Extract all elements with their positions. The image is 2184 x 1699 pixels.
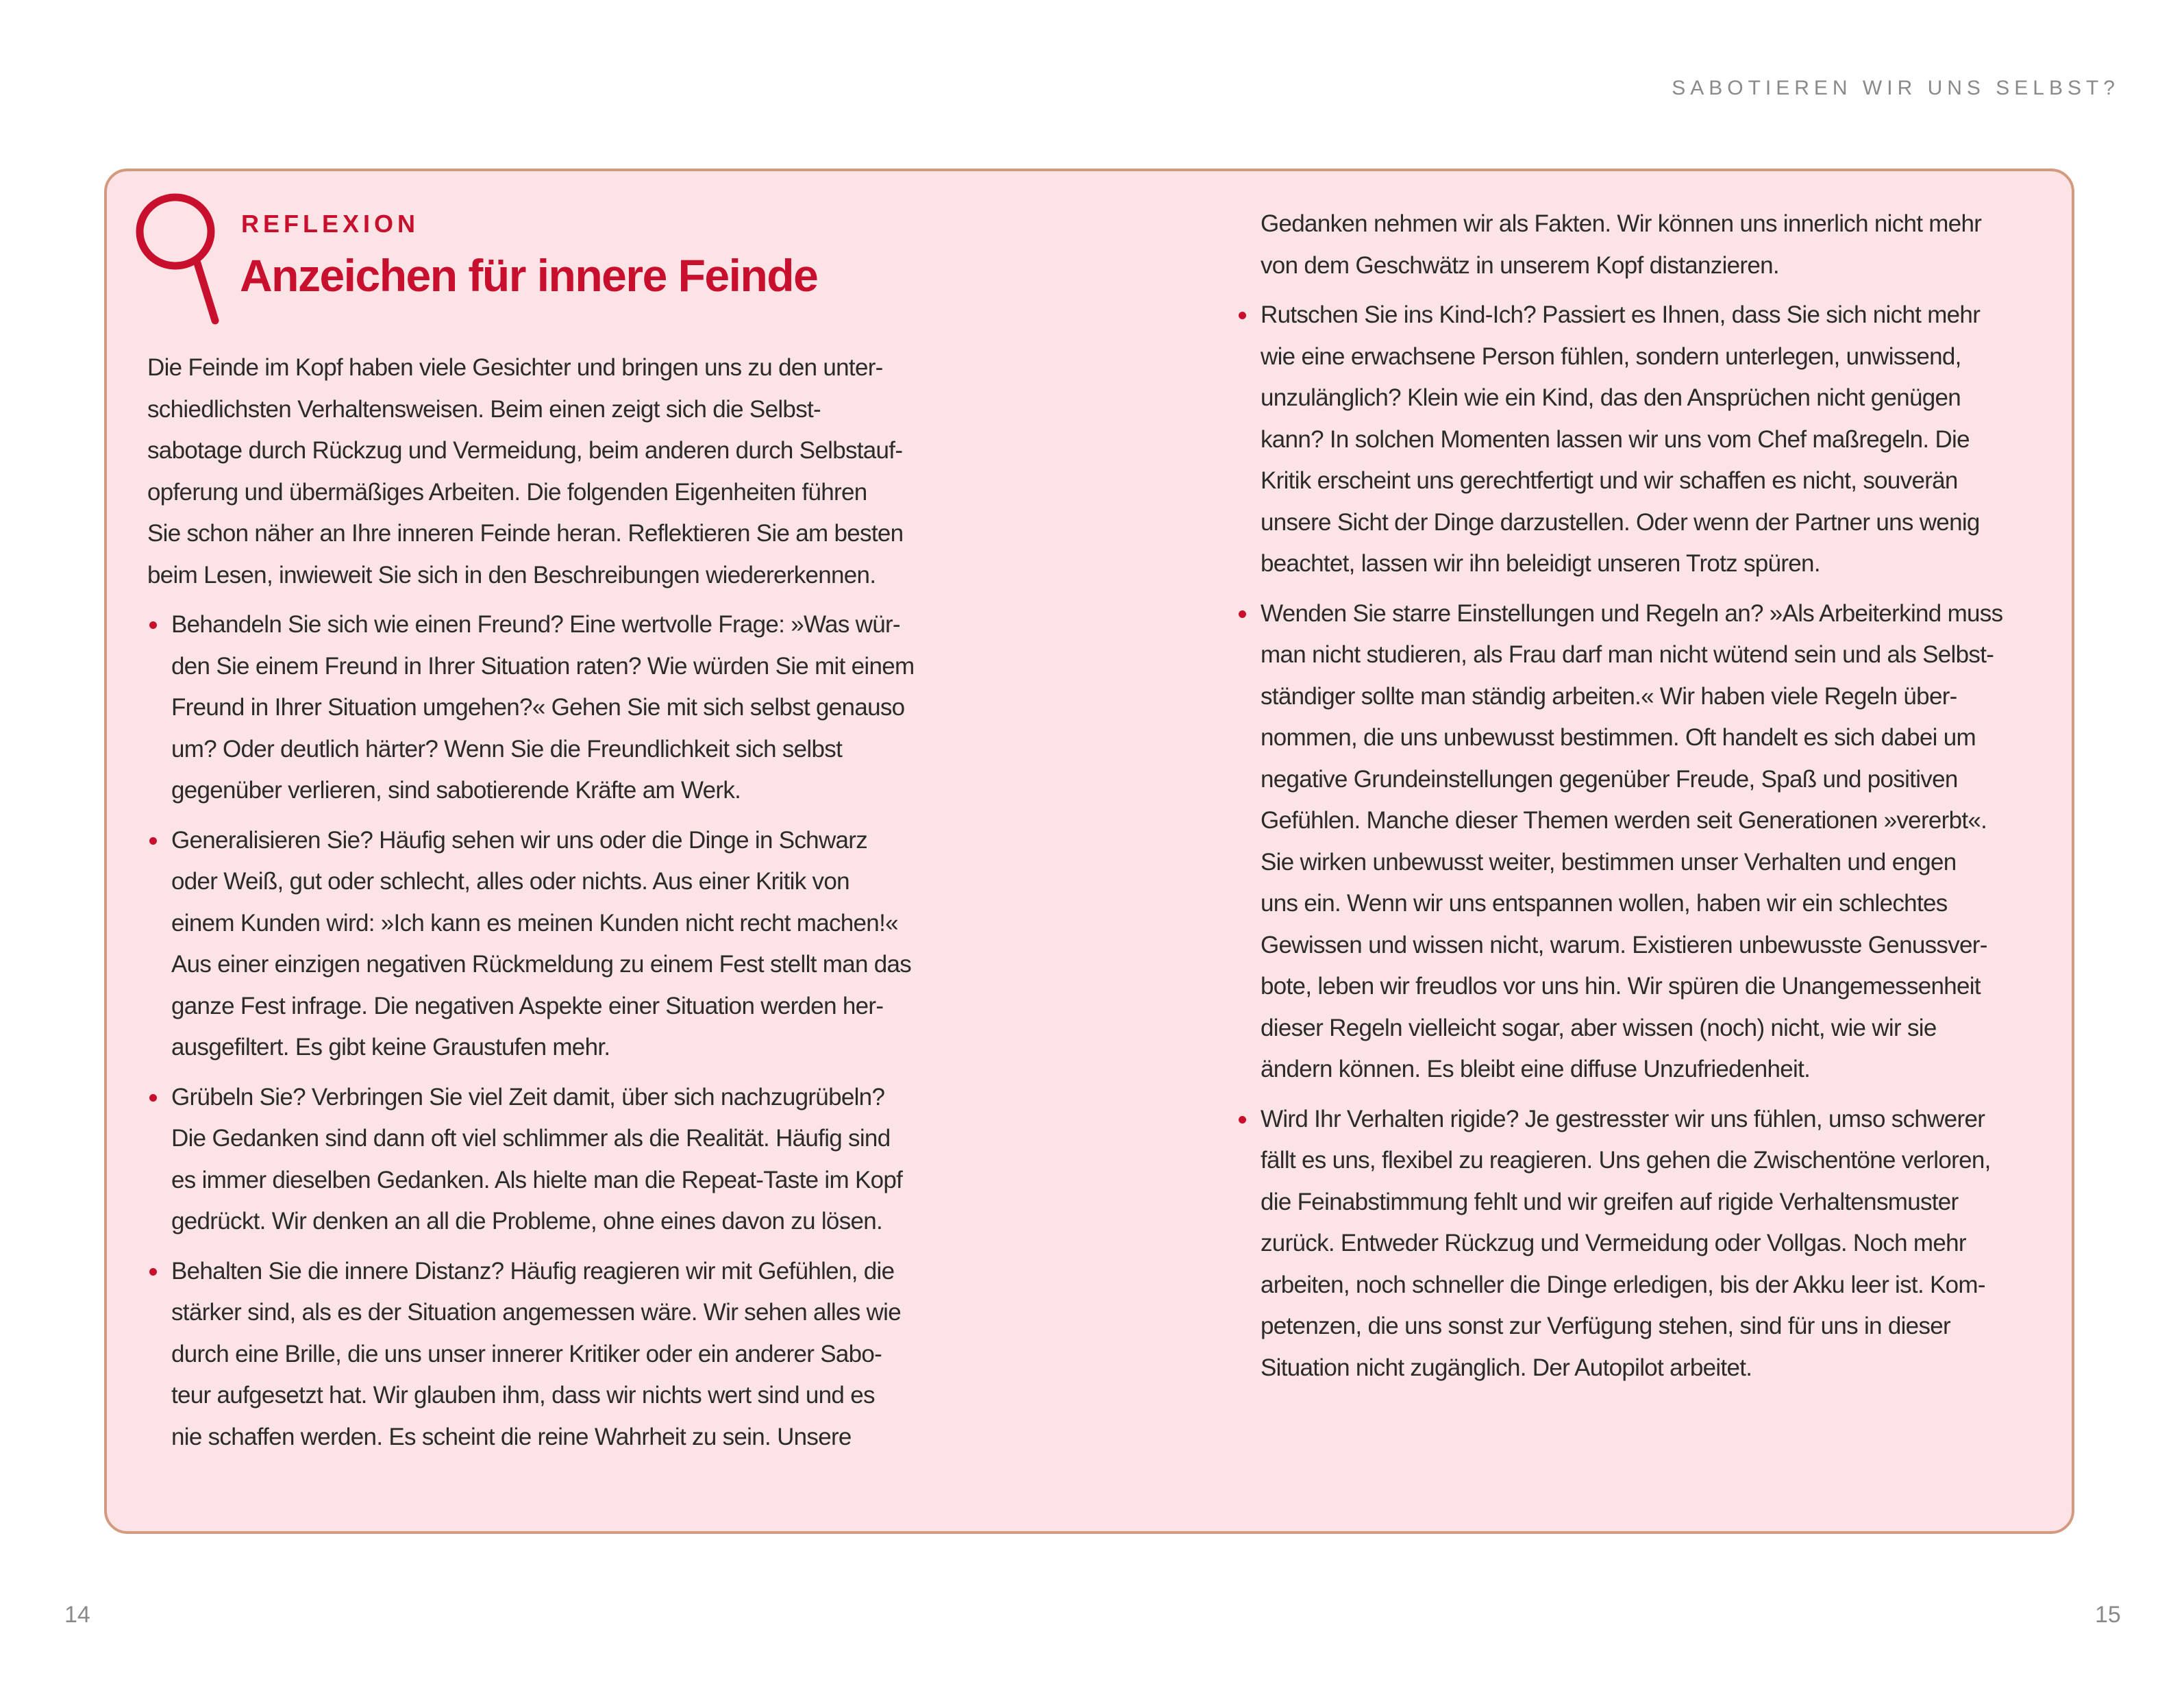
text-line: Die Gedanken sind dann oft viel schlimmer als die Realität. Häufig sind — [171, 1125, 891, 1152]
text-line: petenzen, die uns sonst zur Verfügung stehen, sind für uns in dieser — [1261, 1313, 1950, 1339]
bullet-item — [147, 604, 969, 812]
text-line: den Sie einem Freund in Ihrer Situation raten? Wie würden Sie mit einem — [171, 652, 915, 680]
text-line: unsere Sicht der Dinge darzustellen. Oder wenn der Partner uns wenig — [1261, 508, 1980, 536]
text-line: Behandeln Sie sich wie einen Freund? Eine wertvolle Frage: »Was wür- — [171, 611, 900, 638]
text-line: beim Lesen, inwieweit Sie sich in den Beschreibungen wiedererkennen. — [147, 561, 876, 588]
box-headline: Anzeichen für innere Feinde — [240, 250, 818, 301]
bullet-dot-icon — [1239, 312, 1246, 319]
text-line: stärker sind, als es der Situation angemessen wäre. Wir sehen alles wie — [171, 1299, 901, 1326]
text-line: Gedanken nehmen wir als Fakten. Wir können uns innerlich nicht mehr — [1261, 210, 1982, 237]
bullet-item — [147, 1251, 969, 1459]
text-line: Aus einer einzigen negativen Rückmeldung zu einem Fest stellt man das — [171, 951, 912, 978]
page-number-left: 14 — [64, 1602, 90, 1628]
text-line: zurück. Entweder Rückzug und Vermeidung oder Vollgas. Noch mehr — [1261, 1230, 1966, 1256]
text-line: teur aufgesetzt hat. Wir glauben ihm, dass wir nichts wert sind und es — [171, 1382, 875, 1409]
paragraph — [147, 347, 969, 596]
bullet-dot-icon — [149, 837, 157, 845]
text-line: Grübeln Sie? Verbringen Sie viel Zeit damit, über sich nachzugrübeln? — [171, 1083, 885, 1111]
text-line: einem Kunden wird: »Ich kann es meinen Kunden nicht recht machen!« — [171, 909, 898, 937]
text-line: beachtet, lassen wir ihn beleidigt unseren Trotz spüren. — [1261, 550, 1820, 577]
text-line: Freund in Ihrer Situation umgehen?« Gehen Sie mit sich selbst genauso — [171, 694, 905, 721]
text-line: ständiger sollte man ständig arbeiten.« Wir haben viele Regeln über- — [1261, 682, 1957, 710]
text-line: unzulänglich? Klein wie ein Kind, das den Ansprüchen nicht genügen — [1261, 384, 1961, 411]
bullet-item — [147, 820, 969, 1069]
text-line: oder Weiß, gut oder schlecht, alles oder nichts. Aus einer Kritik von — [171, 868, 849, 895]
text-line: gegenüber verlieren, sind sabotierende Kräfte am Werk. — [171, 777, 741, 804]
bullet-dot-icon — [149, 1094, 157, 1102]
bullet-dot-icon — [1239, 1116, 1246, 1124]
text-line: Rutschen Sie ins Kind-Ich? Passiert es Ihnen, dass Sie sich nicht mehr — [1261, 301, 1981, 328]
text-line: schiedlichsten Verhaltensweisen. Beim einen zeigt sich die Selbst- — [147, 395, 821, 423]
text-line: Sie wirken unbewusst weiter, bestimmen unser Verhalten und engen — [1261, 848, 1957, 876]
bullet-dot-icon — [149, 1268, 157, 1276]
text-line: um? Oder deutlich härter? Wenn Sie die Freundlichkeit sich selbst — [171, 735, 843, 762]
text-line: uns ein. Wenn wir uns entspannen wollen, haben wir ein schlechtes — [1261, 890, 1948, 917]
text-line: sabotage durch Rückzug und Vermeidung, beim anderen durch Selbstauf- — [147, 437, 903, 464]
paragraph — [1237, 203, 2059, 286]
text-line: ganze Fest infrage. Die negativen Aspekte einer Situation werden her- — [171, 992, 884, 1019]
text-line: Die Feinde im Kopf haben viele Gesichter und bringen uns zu den unter- — [147, 354, 883, 381]
text-line: fällt es uns, flexibel zu reagieren. Uns gehen die Zwischentöne verloren, — [1261, 1147, 1991, 1174]
text-line: kann? In solchen Momenten lassen wir uns vom Chef maßregeln. Die — [1261, 425, 1970, 453]
right-column — [1237, 203, 2059, 1397]
bullet-item — [1237, 1099, 2059, 1389]
bullet-item — [1237, 295, 2059, 585]
text-line: bote, leben wir freudlos vor uns hin. Wir spüren die Unangemessenheit — [1261, 973, 1981, 1000]
text-line: nommen, die uns unbewusst bestimmen. Oft handelt es sich dabei um — [1261, 724, 1976, 751]
bullet-dot-icon — [149, 621, 157, 629]
text-line: opferung und übermäßiges Arbeiten. Die folgenden Eigenheiten führen — [147, 478, 867, 506]
text-line: negative Grundeinstellungen gegenüber Freude, Spaß und positiven — [1261, 765, 1958, 793]
text-line: Behalten Sie die innere Distanz? Häufig reagieren wir mit Gefühlen, die — [171, 1257, 895, 1285]
box-kicker: REFLEXION — [241, 210, 420, 238]
bullet-dot-icon — [1239, 610, 1246, 618]
bullet-item — [147, 1077, 969, 1243]
text-line: Gewissen und wissen nicht, warum. Existieren unbewusste Genussver- — [1261, 931, 1987, 958]
text-line: dieser Regeln vielleicht sogar, aber wissen (noch) nicht, wie wir sie — [1261, 1014, 1937, 1041]
text-line: Wird Ihr Verhalten rigide? Je gestresster wir uns fühlen, umso schwerer — [1261, 1105, 1985, 1132]
text-line: Wenden Sie starre Einstellungen und Regeln an? »Als Arbeiterkind muss — [1261, 599, 2003, 627]
text-line: Kritik erscheint uns gerechtfertigt und wir schaffen es nicht, souverän — [1261, 467, 1958, 494]
text-line: Situation nicht zugänglich. Der Autopilot arbeitet. — [1261, 1354, 1752, 1381]
text-line: es immer dieselben Gedanken. Als hielte man die Repeat-Taste im Kopf — [171, 1166, 903, 1193]
left-column — [147, 347, 969, 1466]
text-line: die Feinabstimmung fehlt und wir greifen auf rigide Verhaltensmuster — [1261, 1188, 1959, 1215]
text-line: Generalisieren Sie? Häufig sehen wir uns oder die Dinge in Schwarz — [171, 826, 868, 854]
text-line: man nicht studieren, als Frau darf man nicht wütend sein und als Selbst- — [1261, 641, 1994, 668]
text-line: ausgefiltert. Es gibt keine Graustufen mehr. — [171, 1034, 610, 1061]
running-head: SABOTIEREN WIR UNS SELBST? — [1672, 77, 2120, 99]
page-number-right: 15 — [2095, 1602, 2121, 1628]
text-line: arbeiten, noch schneller die Dinge erledigen, bis der Akku leer ist. Kom- — [1261, 1271, 1985, 1298]
text-line: nie schaffen werden. Es scheint die reine Wahrheit zu sein. Unsere — [171, 1423, 852, 1450]
text-line: Sie schon näher an Ihre inneren Feinde heran. Reflektieren Sie am besten — [147, 520, 904, 547]
magnifier-icon — [130, 192, 226, 329]
text-line: von dem Geschwätz in unserem Kopf distanzieren. — [1261, 251, 1779, 279]
text-line: Gefühlen. Manche dieser Themen werden seit Generationen »vererbt«. — [1261, 807, 1987, 834]
text-line: durch eine Brille, die uns unser innerer Kritiker oder ein anderer Sabo- — [171, 1340, 882, 1367]
text-line: ändern können. Es bleibt eine diffuse Unzufriedenheit. — [1261, 1056, 1811, 1082]
text-line: gedrückt. Wir denken an all die Probleme, ohne eines davon zu lösen. — [171, 1208, 883, 1235]
bullet-item — [1237, 593, 2059, 1091]
text-line: wie eine erwachsene Person fühlen, sondern unterlegen, unwissend, — [1261, 343, 1961, 370]
